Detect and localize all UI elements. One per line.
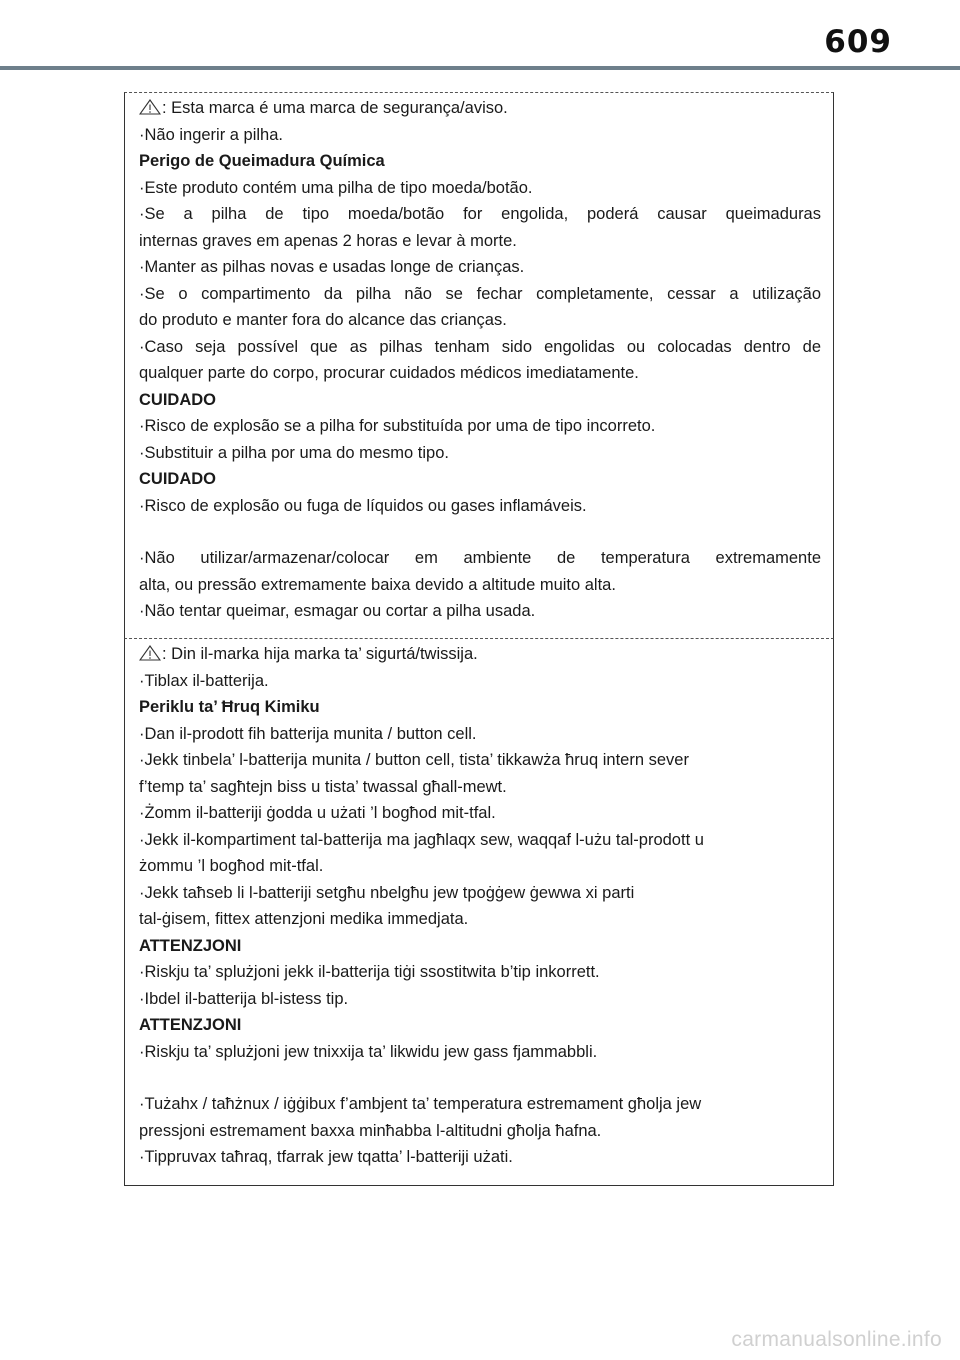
text-line: ·Não utilizar/armazenar/colocar em ambiente de temperatura extremamente [139, 549, 821, 567]
warning-triangle-icon [139, 99, 161, 115]
text-line: do produto e manter fora do alcance das crianças. [139, 311, 507, 329]
text-line: ·Caso seja possível que as pilhas tenham sido engolidas ou colocadas dentro de [139, 337, 821, 356]
text-line: alta, ou pressão extremamente baixa devido a altitude muito alta. [139, 575, 616, 594]
section-heading: Periklu ta’ Ħruq Kimiku [139, 698, 320, 716]
text-line: ·Substituir a pilha por uma do mesmo tipo. [139, 443, 449, 462]
text-line: ·Riskju ta’ splużjoni jekk il-batterija tiġi ssostitwita b’tip inkorrett. [139, 963, 600, 981]
section-heading: CUIDADO [139, 470, 216, 488]
maltese-lines [139, 668, 821, 1171]
text-line: qualquer parte do corpo, procurar cuidados médicos imediatamente. [139, 364, 639, 382]
text-line: ·Tiblax il-batterija. [139, 671, 269, 690]
header-rule [0, 66, 960, 70]
watermark: carmanualsonline.info [731, 1328, 942, 1351]
section-heading: CUIDADO [139, 390, 216, 409]
text-line: ·Não ingerir a pilha. [139, 125, 283, 144]
text-line: ·Se o compartimento da pilha não se fechar completamente, cessar a utilização [139, 284, 821, 303]
portuguese-content [125, 93, 833, 625]
text-line: ·Ibdel il-batterija bl-istess tip. [139, 989, 349, 1008]
maltese-content [125, 639, 833, 1171]
text-line: internas graves em apenas 2 horas e levar à morte. [139, 231, 517, 250]
text-line: ·Risco de explosão ou fuga de líquidos ou gases inflamáveis. [139, 496, 587, 515]
text-line: ·Jekk taħseb li l-batteriji setgħu nbelgħu jew tpoġġew ġewwa xi parti [139, 883, 635, 902]
warning-mark-line [139, 95, 821, 122]
text-line: f’temp ta’ sagħtejn biss u tista’ twassal għall-mewt. [139, 777, 507, 796]
warning-triangle-icon [139, 645, 161, 661]
text-line: tal-ġisem, fittex attenzjoni medika immedjata. [139, 910, 469, 928]
maltese-warning-box [124, 638, 834, 1186]
section-heading: ATTENZJONI [139, 936, 242, 955]
text-line: ·Se a pilha de tipo moeda/botão for engolida, poderá causar queimaduras [139, 205, 821, 223]
text-line: ·Manter as pilhas novas e usadas longe de crianças. [139, 258, 525, 276]
page-number: 609 [824, 24, 892, 60]
text-line: żommu ’l bogħod mit-tfal. [139, 857, 324, 875]
text-line: ·Risco de explosão se a pilha for substituída por uma de tipo incorreto. [139, 417, 656, 435]
section-heading: ATTENZJONI [139, 1016, 242, 1034]
section-heading: Perigo de Queimadura Química [139, 152, 385, 170]
text-line: ·Tippruvax taħraq, tfarrak jew tqatta’ l-batteriji użati. [139, 1148, 513, 1166]
text-line: pressjoni estremament baxxa minħabba l-altitudni għolja ħafna. [139, 1121, 602, 1140]
portuguese-warning-box [124, 92, 834, 639]
warning-mark-line [139, 641, 821, 668]
warning-mark-text: : Din il-marka hija marka ta’ sigurtá/twissija. [162, 645, 478, 663]
text-line: ·Tużahx / taħżnux / iġġibux f’ambjent ta’ temperatura estremament għolja jew [139, 1095, 702, 1113]
text-line: ·Jekk il-kompartiment tal-batterija ma jagħlaqx sew, waqqaf l-użu tal-prodott u [139, 830, 704, 849]
text-line: ·Não tentar queimar, esmagar ou cortar a pilha usada. [139, 602, 536, 620]
text-line: ·Żomm il-batteriji ġodda u użati ’l bogħod mit-tfal. [139, 804, 496, 822]
paragraph-gap [139, 519, 821, 545]
text-line: ·Riskju ta’ splużjoni jew tnixxija ta’ likwidu jew gass fjammabbli. [139, 1042, 598, 1061]
warning-mark-text: : Esta marca é uma marca de segurança/aviso. [162, 99, 508, 117]
text-line: ·Este produto contém uma pilha de tipo moeda/botão. [139, 178, 533, 197]
paragraph-gap [139, 1065, 821, 1091]
text-line: ·Dan il-prodott fih batterija munita / button cell. [139, 724, 477, 743]
text-line: ·Jekk tinbela’ l-batterija munita / button cell, tista’ tikkawża ħruq intern sever [139, 751, 689, 769]
portuguese-lines [139, 122, 821, 625]
